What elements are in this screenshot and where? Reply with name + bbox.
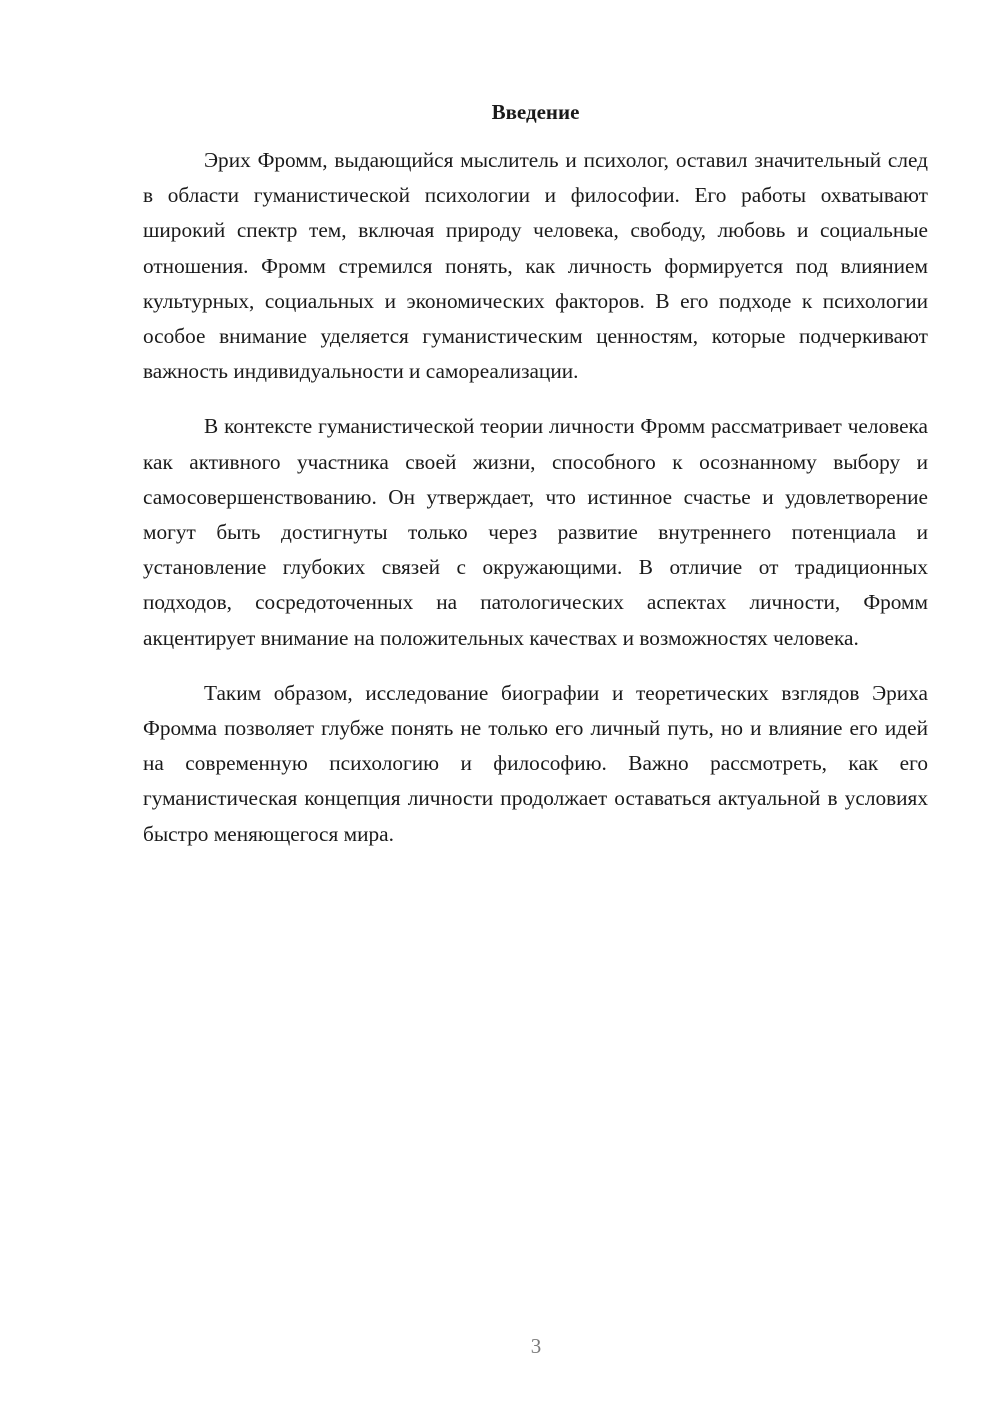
paragraph-1: Эрих Фромм, выдающийся мыслитель и психолог, оставил значительный след в области гуманистической психологии и философии. Его работы охватывают широкий спектр тем, включая природу человека, свободу, любовь и социальные отношения. Фромм стремился понять, как личность формируется под влиянием культурных, социальных и экономических факторов. В его подходе к психологии особое внимание уделяется гуманистическим ценностям, которые подчеркивают важность индивидуальности и самореализации.	[143, 148, 928, 384]
paragraph-3: Таким образом, исследование биографии и теоретических взглядов Эриха Фромма позволяет глубже понять не только его личный путь, но и влияние его идей на современную психологию и философию. Важно рассмотреть, как его гуманистическая концепция личности продолжает оставаться актуальной в условиях быстро меняющегося мира.	[143, 680, 928, 846]
body-text	[143, 143, 928, 872]
page-number: 3	[530, 1334, 542, 1358]
section-heading: Введение	[491, 100, 580, 124]
paragraph-2: В контексте гуманистической теории личности Фромм рассматривает человека как активного участника своей жизни, способного к осознанному выбору и самосовершенствованию. Он утверждает, что истинное счастье и удовлетворение могут быть достигнуты только через развитие внутреннего потенциала и установление глубоких связей с окружающими. В отличие от традиционных подходов, сосредоточенных на патологических аспектах личности, Фромм акцентирует внимание на положительных качествах и возможностях человека.	[143, 414, 928, 650]
